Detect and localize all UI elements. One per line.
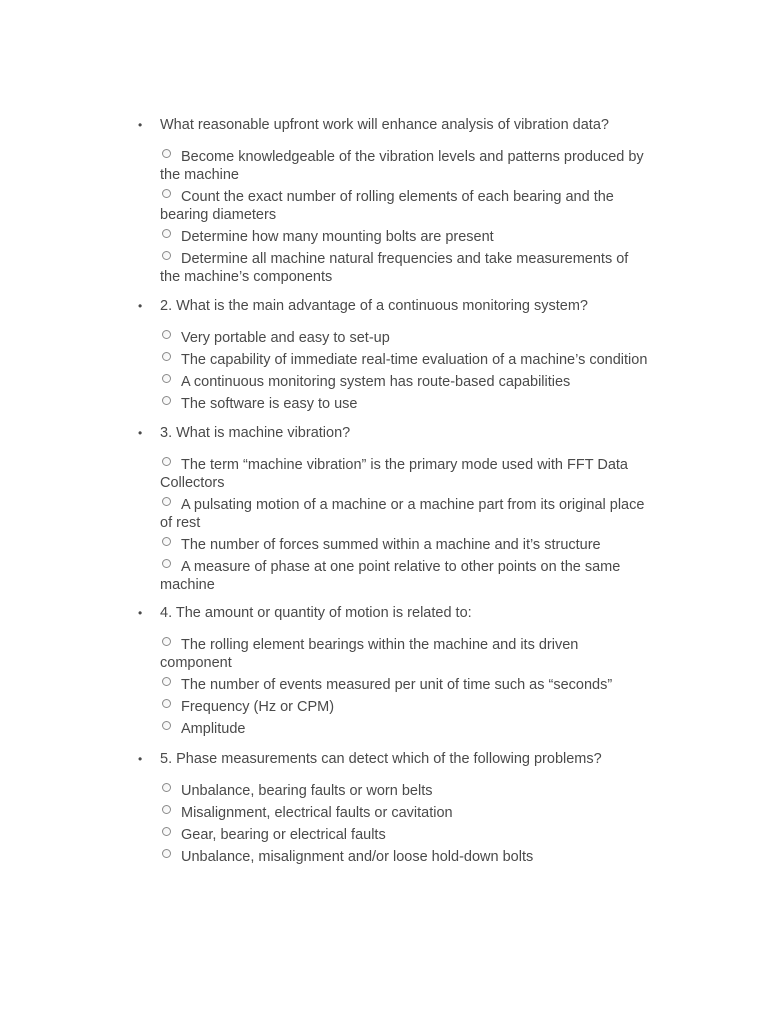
question-row	[136, 297, 656, 315]
question-2	[136, 297, 656, 417]
option-item	[160, 250, 652, 286]
radio-button[interactable]	[162, 229, 171, 238]
radio-button[interactable]	[162, 721, 171, 730]
radio-button[interactable]	[162, 827, 171, 836]
radio-button[interactable]	[162, 149, 171, 158]
option-label: Amplitude	[181, 721, 246, 737]
question-row	[136, 604, 656, 622]
question-1	[136, 116, 656, 290]
radio-button[interactable]	[162, 537, 171, 546]
radio-button[interactable]	[162, 849, 171, 858]
option-label: The term “machine vibration” is the primary mode used with FFT Data Collectors	[160, 457, 628, 491]
option-label: A continuous monitoring system has route-based capabilities	[181, 374, 571, 390]
option-label: Gear, bearing or electrical faults	[181, 827, 386, 843]
radio-button[interactable]	[162, 457, 171, 466]
option-item	[160, 395, 652, 413]
radio-button[interactable]	[162, 396, 171, 405]
question-text: What reasonable upfront work will enhance analysis of vibration data?	[160, 117, 609, 133]
option-label: Determine how many mounting bolts are present	[181, 229, 494, 245]
option-item	[160, 536, 652, 554]
bullet: •	[138, 752, 143, 766]
bullet: •	[138, 426, 143, 440]
bullet: •	[138, 118, 143, 132]
option-label: Determine all machine natural frequencies and take measurements of the machine’s components	[160, 251, 629, 285]
question-text: 4. The amount or quantity of motion is related to:	[160, 605, 472, 621]
option-label: Become knowledgeable of the vibration levels and patterns produced by the machine	[160, 149, 644, 183]
option-label: Count the exact number of rolling elements of each bearing and the bearing diameters	[160, 189, 614, 223]
option-label: Unbalance, misalignment and/or loose hold-down bolts	[181, 849, 534, 865]
option-item	[160, 558, 652, 594]
question-row	[136, 424, 656, 442]
question-row	[136, 116, 656, 134]
option-label: Frequency (Hz or CPM)	[181, 699, 335, 715]
option-item	[160, 848, 652, 866]
question-text: 2. What is the main advantage of a continuous monitoring system?	[160, 298, 588, 314]
option-item	[160, 351, 652, 369]
option-item	[160, 782, 652, 800]
option-item	[160, 826, 652, 844]
radio-button[interactable]	[162, 497, 171, 506]
question-row	[136, 750, 656, 768]
options-list	[136, 456, 656, 594]
radio-button[interactable]	[162, 637, 171, 646]
radio-button[interactable]	[162, 677, 171, 686]
option-item	[160, 804, 652, 822]
radio-button[interactable]	[162, 699, 171, 708]
radio-button[interactable]	[162, 783, 171, 792]
bullet: •	[138, 299, 143, 313]
question-4	[136, 604, 656, 742]
question-5	[136, 750, 656, 870]
option-label: The software is easy to use	[181, 396, 358, 412]
option-item	[160, 636, 652, 672]
option-label: Unbalance, bearing faults or worn belts	[181, 783, 433, 799]
option-item	[160, 720, 652, 738]
options-list	[136, 329, 656, 413]
bullet: •	[138, 606, 143, 620]
question-text: 5. Phase measurements can detect which of the following problems?	[160, 751, 602, 767]
option-item	[160, 188, 652, 224]
radio-button[interactable]	[162, 330, 171, 339]
radio-button[interactable]	[162, 352, 171, 361]
option-item	[160, 698, 652, 716]
options-list	[136, 782, 656, 866]
options-list	[136, 148, 656, 286]
option-label: A pulsating motion of a machine or a machine part from its original place of rest	[160, 497, 645, 531]
radio-button[interactable]	[162, 251, 171, 260]
option-label: The rolling element bearings within the machine and its driven component	[160, 637, 579, 671]
option-item	[160, 329, 652, 347]
option-label: The capability of immediate real-time evaluation of a machine’s condition	[181, 352, 648, 368]
option-label: The number of events measured per unit of time such as “seconds”	[181, 677, 613, 693]
option-label: The number of forces summed within a machine and it’s structure	[181, 537, 601, 553]
option-item	[160, 148, 652, 184]
option-item	[160, 373, 652, 391]
option-label: Very portable and easy to set-up	[181, 330, 390, 346]
option-item	[160, 676, 652, 694]
option-label: Misalignment, electrical faults or cavitation	[181, 805, 453, 821]
radio-button[interactable]	[162, 805, 171, 814]
option-label: A measure of phase at one point relative to other points on the same machine	[160, 559, 621, 593]
radio-button[interactable]	[162, 559, 171, 568]
radio-button[interactable]	[162, 189, 171, 198]
option-item	[160, 228, 652, 246]
radio-button[interactable]	[162, 374, 171, 383]
option-item	[160, 456, 652, 492]
question-3	[136, 424, 656, 598]
question-text: 3. What is machine vibration?	[160, 425, 351, 441]
option-item	[160, 496, 652, 532]
options-list	[136, 636, 656, 738]
